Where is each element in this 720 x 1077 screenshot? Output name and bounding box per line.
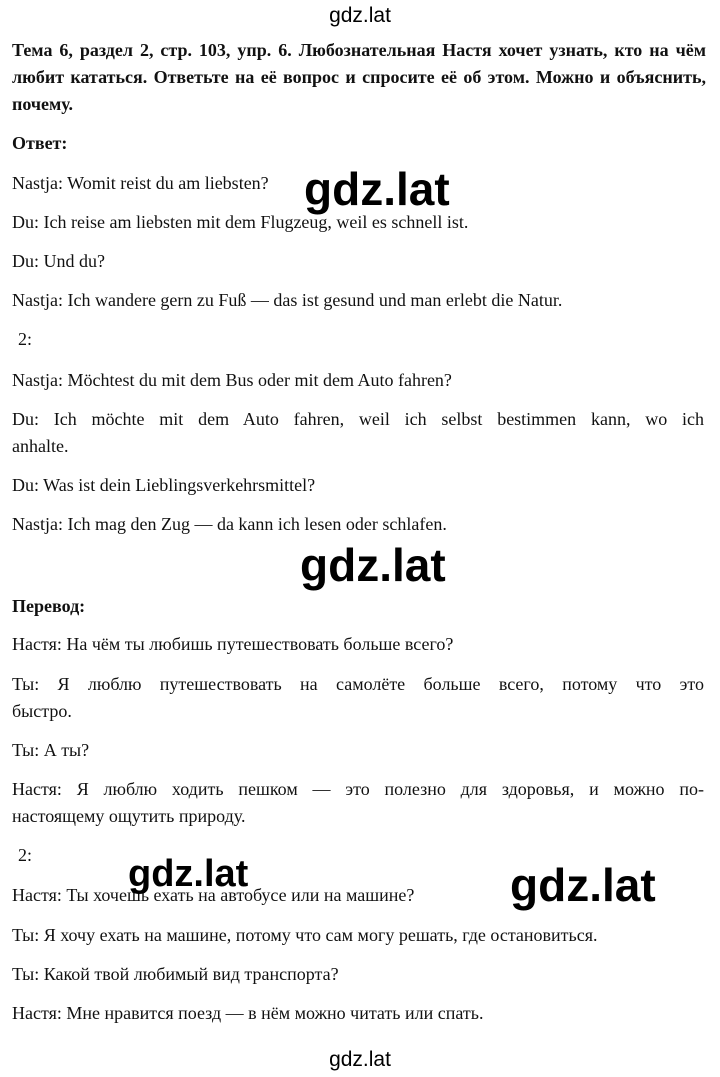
answer-label: Ответ: bbox=[12, 133, 68, 153]
answer-line-8: Du: Was ist dein Lieblingsverkehrsmittel? bbox=[12, 475, 316, 495]
answer-line-7b: anhalte. bbox=[12, 436, 69, 456]
translation-line-2a: Ты: Я люблю путешествовать на самолёте больше всего, потому что это bbox=[12, 674, 704, 694]
answer-line-4: Nastja: Ich wandere gern zu Fuß — das ist gesund und man erlebt die Natur. bbox=[12, 290, 563, 310]
answer-line-5: 2: bbox=[18, 329, 33, 349]
translation-line-5: 2: bbox=[18, 845, 33, 865]
translation-line-4a: Настя: Я люблю ходить пешком — это полезно для здоровья, и можно по- bbox=[12, 779, 704, 799]
translation-line-2b: быстро. bbox=[12, 701, 72, 721]
watermark: gdz.lat bbox=[304, 163, 450, 215]
answer-line-1: Nastja: Womit reist du am liebsten? bbox=[12, 173, 269, 193]
translation-line-7: Ты: Я хочу ехать на машине, потому что сам могу решать, где остановиться. bbox=[12, 925, 598, 945]
translation-line-9: Настя: Мне нравится поезд — в нём можно читать или спать. bbox=[12, 1003, 484, 1023]
site-footer: gdz.lat bbox=[329, 1048, 391, 1071]
answer-line-6: Nastja: Möchtest du mit dem Bus oder mit dem Auto fahren? bbox=[12, 370, 452, 390]
watermark: gdz.lat bbox=[300, 539, 446, 591]
watermark: gdz.lat bbox=[128, 853, 249, 895]
translation-line-3: Ты: А ты? bbox=[12, 740, 90, 760]
answer-line-9: Nastja: Ich mag den Zug — da kann ich lesen oder schlafen. bbox=[12, 514, 447, 534]
translation-line-6: Настя: Ты хочешь ехать на автобусе или на машине? bbox=[12, 885, 415, 905]
translation-label: Перевод: bbox=[12, 596, 86, 616]
exercise-title: Тема 6, раздел 2, стр. 103, упр. 6. Любознательная Настя хочет узнать, кто на чём любит кататься. Ответьте на её вопрос и спросите её об этом. Можно и объяснить, почему. bbox=[12, 40, 706, 114]
translation-line-1: Настя: На чём ты любишь путешествовать больше всего? bbox=[12, 634, 454, 654]
answer-line-3: Du: Und du? bbox=[12, 251, 105, 271]
watermark: gdz.lat bbox=[510, 859, 656, 911]
answer-line-7a: Du: Ich möchte mit dem Auto fahren, weil ich selbst bestimmen kann, wo ich bbox=[12, 409, 704, 429]
site-header: gdz.lat bbox=[329, 4, 391, 27]
answer-line-2: Du: Ich reise am liebsten mit dem Flugzeug, weil es schnell ist. bbox=[12, 212, 469, 232]
translation-line-8: Ты: Какой твой любимый вид транспорта? bbox=[12, 964, 339, 984]
translation-line-4b: настоящему ощутить природу. bbox=[12, 806, 246, 826]
